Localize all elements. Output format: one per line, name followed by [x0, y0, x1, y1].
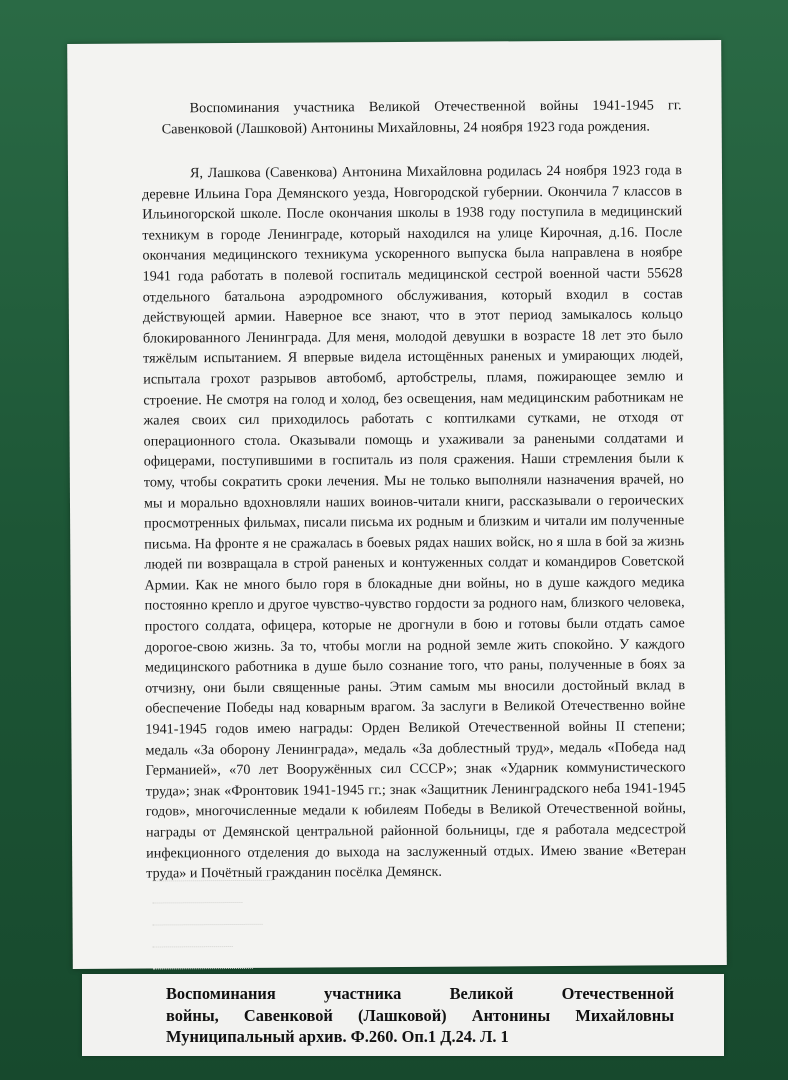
archive-caption-label	[82, 974, 724, 1056]
caption-line-2: войны, Савенковой (Лашковой) Антонины Михайловны	[166, 1005, 674, 1025]
caption-line-3: Муниципальный архив. Ф.260. Оп.1 Д.24. Л. 1	[166, 1027, 509, 1046]
document-body: Я, Лашкова (Савенкова) Антонина Михайловна родилась 24 ноября 1923 года в деревне Ильина Гора Демянского уезда, Новгородской губернии. Окончила 7 классов в Ильиногорской школе. После окончания школы в 1938 году поступила в медицинский техникум в городе Ленинграде, который находился на улице Кирочная, д.16. После окончания медицинского техникума ускоренного выпуска была направлена в ноябре 1941 года работать в полевой госпиталь медицинской сестрой военной части 55628 отдельного батальона аэродромного обслуживания, который входил в состав действующей армии. Наверное все знают, что в этот период замыкалось кольцо блокированного Ленинграда. Для меня, молодой девушки в возрасте 18 лет это было тяжёлым испытанием. Я впервые видела истощённых раненых и умирающих людей, испытала грохот разрывов автобомб, артобстрелы, пламя, пожирающее землю и строение. Не смотря на голод и холод, без освещения, нам медицинским работникам не жалея своих сил приходилось работать с коптилками сутками, не отходя от операционного стола. Оказывали помощь и ухаживали за ранеными солдатами и офицерами, поступившими в госпиталь из поля сражения. Наши стремления были к тому, чтобы сократить сроки лечения. Мы не только выполняли назначения врачей, но мы и морально вдохновляли наших воинов-читали книги, рассказывали о героических просмотренных фильмах, писали письма их родным и близким и читали им полученные письма. На фронте я не сражалась в боевых рядах наших войск, но я шла в бой за жизнь людей пи возвращала в строй раненых и контуженных солдат и командиров Советской Армии. Как не много было горя в блокадные дни войны, но в душе каждого медика постоянно крепло и другое чувство-чувство гордости за родного нам, близкого человека, простого солдата, офицера, которые не дрогнули в бою и готовы были отдать самое дорогое-свою жизнь. За то, чтобы могли на родной земле жить спокойно. У каждого медицинского работника в душе было сознание того, что раны, полученные в боях за отчизну, они были священные раны. Этим самым мы вносили достойный вклад в обеспечение Победы над коварным врагом. За заслуги в Великой Отечественно войне 1941-1945 годов имею награды: Орден Великой Отечественной войны II степени; медаль «За оборону Ленинграда», медаль «За доблестный труд», медаль «Победа над Германией», «70 лет Вооружённых сил СССР»; знак «Ударник коммунистического труда»; знак «Фронтовик 1941-1945 гг.; знак «Защитник Ленинградского неба 1941-1945 годов», многочисленные медали к юбилеям Победы в Великой Отечественной войны, награды от Демянской центральной районной больницы, где я работала медсестрой инфекционного отделения до выхода на заслуженный отдых. Имею звание «Ветеран труда» и Почётный гражданин посёлка Демянск.	[142, 162, 687, 882]
document-sheet	[67, 40, 727, 969]
bleed-through-text	[152, 862, 353, 973]
caption-line-1: Воспоминания участника Великой Отечественной	[166, 984, 674, 1003]
document-title: Воспоминания участника Великой Отечественной войны 1941-1945 гг. Савенковой (Лашковой) Антонины Михайловны, 24 ноября 1923 года рождения.	[161, 97, 682, 138]
